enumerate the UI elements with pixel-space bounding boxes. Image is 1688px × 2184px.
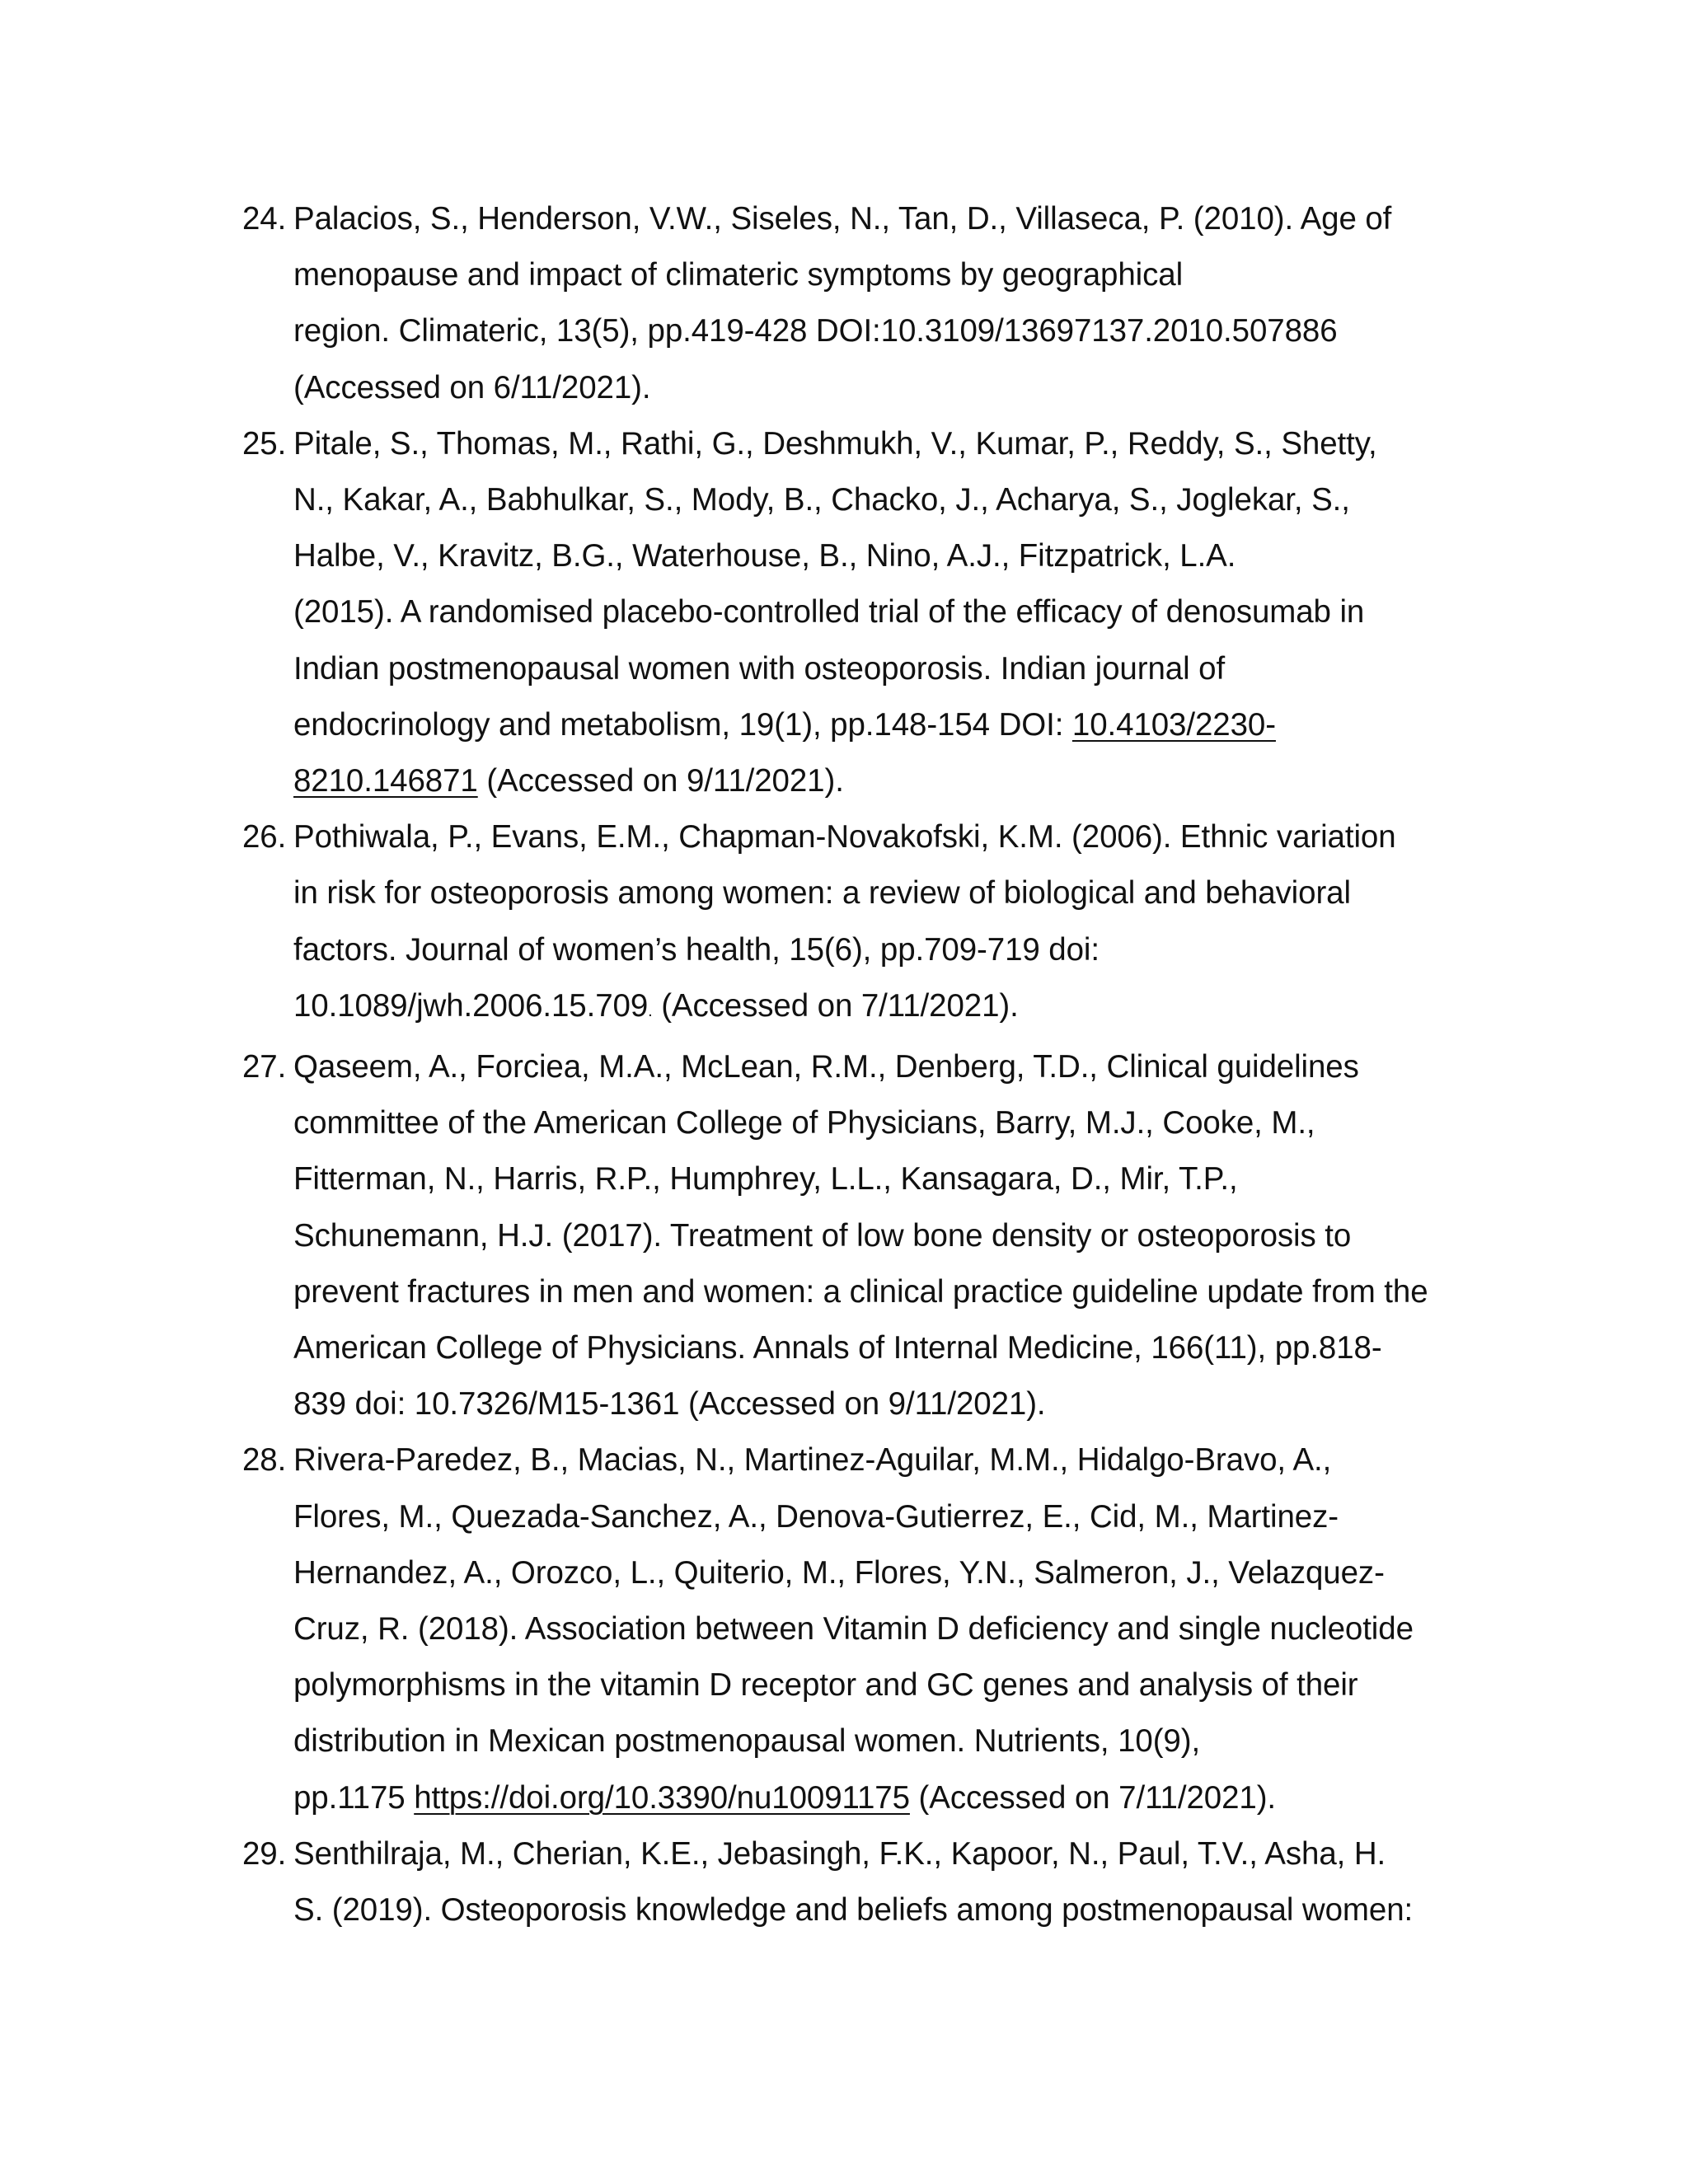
reference-line: American College of Physicians. Annals of Internal Medicine, 166(11), pp.818- <box>293 1330 1382 1366</box>
reference-item <box>237 1432 1490 1825</box>
doi-link[interactable]: 10.4103/2230- <box>1071 706 1276 743</box>
reference-text: pp.1175 <box>293 1779 415 1816</box>
reference-line: Schunemann, H.J. (2017). Treatment of low bone density or osteoporosis to <box>293 1217 1352 1254</box>
reference-text: . <box>648 1001 653 1020</box>
reference-item <box>237 416 1490 809</box>
doi-link[interactable]: 8210.146871 <box>293 763 478 799</box>
reference-item <box>237 1826 1490 1938</box>
reference-line: factors. Journal of women’s health, 15(6), pp.709-719 doi: <box>293 931 1100 968</box>
doi-text: 10.1089/jwh.2006.15.709 <box>293 987 649 1024</box>
reference-line: polymorphisms in the vitamin D receptor and GC genes and analysis of their <box>293 1667 1358 1704</box>
reference-number: 29. <box>242 1835 287 1872</box>
reference-number: 27. <box>242 1049 287 1085</box>
reference-line: Qaseem, A., Forciea, M.A., McLean, R.M., Denberg, T.D., Clinical guidelines <box>293 1049 1359 1085</box>
reference-line <box>293 978 1490 1039</box>
reference-line: in risk for osteoporosis among women: a review of biological and behavioral <box>293 875 1351 912</box>
reference-list <box>237 191 1490 1938</box>
reference-line: Indian postmenopausal women with osteoporosis. Indian journal of <box>293 650 1226 687</box>
reference-text: (Accessed on 7/11/2021). <box>652 987 1019 1024</box>
reference-text: (Accessed on 9/11/2021). <box>477 763 844 799</box>
reference-line: Halbe, V., Kravitz, B.G., Waterhouse, B., Nino, A.J., Fitzpatrick, L.A. <box>293 538 1236 574</box>
reference-line <box>293 697 1490 753</box>
reference-text: endocrinology and metabolism, 19(1), pp.148-154 DOI: <box>293 706 1072 743</box>
reference-line: distribution in Mexican postmenopausal women. Nutrients, 10(9), <box>293 1723 1201 1760</box>
reference-number: 24. <box>242 201 287 237</box>
reference-line: 839 doi: 10.7326/M15-1361 (Accessed on 9/11/2021). <box>293 1386 1046 1422</box>
reference-line <box>293 753 1490 809</box>
reference-item <box>237 809 1490 1039</box>
reference-text: (Accessed on 7/11/2021). <box>909 1779 1277 1816</box>
reference-line: Palacios, S., Henderson, V.W., Siseles, N., Tan, D., Villaseca, P. (2010). Age of <box>293 201 1392 237</box>
reference-number: 28. <box>242 1442 287 1479</box>
reference-line: (Accessed on 6/11/2021). <box>293 369 651 405</box>
reference-line: N., Kakar, A., Babhulkar, S., Mody, B., Chacko, J., Acharya, S., Joglekar, S., <box>293 482 1350 518</box>
reference-line: Senthilraja, M., Cherian, K.E., Jebasingh, F.K., Kapoor, N., Paul, T.V., Asha, H. <box>293 1835 1386 1872</box>
reference-line: (2015). A randomised placebo-controlled trial of the efficacy of denosumab in <box>293 594 1365 630</box>
reference-line: Fitterman, N., Harris, R.P., Humphrey, L.L., Kansagara, D., Mir, T.P., <box>293 1161 1238 1197</box>
reference-line: region. Climateric, 13(5), pp.419-428 DOI:10.3109/13697137.2010.507886 <box>293 313 1338 349</box>
reference-item <box>237 191 1490 416</box>
reference-number: 26. <box>242 819 287 855</box>
reference-line: Flores, M., Quezada-Sanchez, A., Denova-Gutierrez, E., Cid, M., Martinez- <box>293 1498 1339 1535</box>
reference-line: S. (2019). Osteoporosis knowledge and beliefs among postmenopausal women: <box>293 1892 1414 1929</box>
reference-line: Pitale, S., Thomas, M., Rathi, G., Deshmukh, V., Kumar, P., Reddy, S., Shetty, <box>293 425 1377 462</box>
reference-line: committee of the American College of Physicians, Barry, M.J., Cooke, M., <box>293 1105 1315 1141</box>
doi-link[interactable]: https://doi.org/10.3390/nu10091175 <box>414 1779 910 1816</box>
reference-line <box>293 1770 1490 1826</box>
reference-line: Cruz, R. (2018). Association between Vitamin D deficiency and single nucleotide <box>293 1611 1414 1647</box>
reference-line: menopause and impact of climateric symptoms by geographical <box>293 257 1184 293</box>
reference-item <box>237 1039 1490 1432</box>
reference-number: 25. <box>242 425 287 462</box>
reference-line: Hernandez, A., Orozco, L., Quiterio, M., Flores, Y.N., Salmeron, J., Velazquez- <box>293 1554 1385 1591</box>
reference-line: prevent fractures in men and women: a clinical practice guideline update from the <box>293 1273 1428 1310</box>
reference-line: Pothiwala, P., Evans, E.M., Chapman-Novakofski, K.M. (2006). Ethnic variation <box>293 819 1396 855</box>
reference-line: Rivera-Paredez, B., Macias, N., Martinez-Aguilar, M.M., Hidalgo-Bravo, A., <box>293 1442 1332 1479</box>
